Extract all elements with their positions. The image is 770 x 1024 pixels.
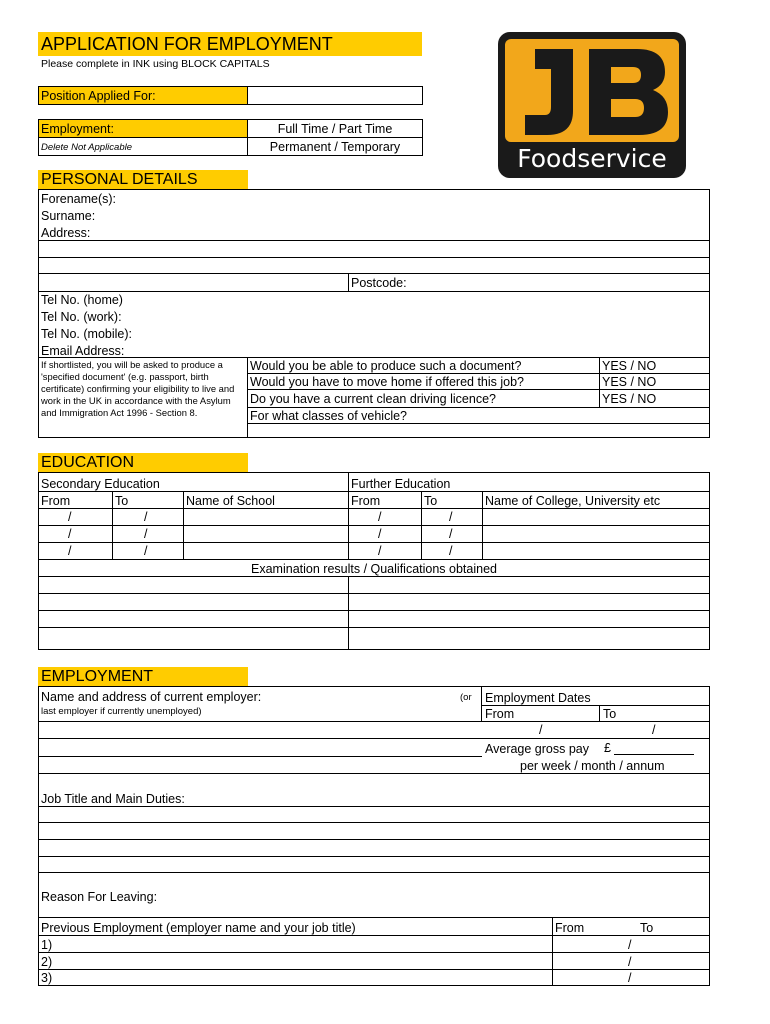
divider <box>38 542 710 543</box>
question-driving-licence: Do you have a current clean driving licence? <box>250 392 496 406</box>
divider <box>481 705 710 706</box>
date-slash[interactable]: / <box>68 527 72 541</box>
yes-no-move-home[interactable]: YES / NO <box>602 375 657 389</box>
date-slash[interactable]: / <box>378 510 382 524</box>
yes-no-document[interactable]: YES / NO <box>602 359 657 373</box>
reason-leaving-label: Reason For Leaving: <box>41 890 158 904</box>
college-name-header: Name of College, University etc <box>485 494 661 508</box>
previous-employment-input[interactable] <box>56 936 550 985</box>
job-duties-input[interactable] <box>40 774 708 872</box>
date-slash[interactable]: / <box>449 510 453 524</box>
shortlist-note <box>41 359 246 419</box>
vehicle-classes-line-2-input[interactable] <box>249 424 708 437</box>
date-slash[interactable]: / <box>449 527 453 541</box>
email-input[interactable] <box>135 343 708 358</box>
email-label: Email Address: <box>41 344 125 358</box>
date-slash[interactable]: / <box>144 527 148 541</box>
divider <box>614 754 694 755</box>
qualifications-label: Examination results / Qualifications obtained <box>251 562 497 576</box>
divider <box>38 872 710 873</box>
previous-employment-label: Previous Employment (employer name and your job title) <box>41 921 356 935</box>
date-slash[interactable]: / <box>378 544 382 558</box>
divider <box>38 137 423 138</box>
employer-address-input[interactable] <box>40 722 480 772</box>
date-slash[interactable]: / <box>449 544 453 558</box>
form-title: APPLICATION FOR EMPLOYMENT <box>38 32 422 56</box>
pay-period-options[interactable]: per week / month / annum <box>520 759 665 773</box>
tel-work-input[interactable] <box>135 309 708 325</box>
logo-jb-mark <box>505 39 679 142</box>
divider <box>247 389 710 390</box>
divider <box>348 472 349 560</box>
secondary-from-header: From <box>41 494 71 508</box>
date-slash[interactable]: / <box>628 971 632 985</box>
last-employer-note: last employer if currently unemployed) <box>41 706 202 717</box>
gross-pay-label: Average gross pay <box>485 742 589 756</box>
reason-leaving-input[interactable] <box>170 889 708 905</box>
postcode-label: Postcode: <box>351 276 407 290</box>
employment-option-permanent[interactable]: Permanent / Temporary <box>269 140 401 154</box>
divider <box>38 559 710 560</box>
yes-no-driving-licence[interactable]: YES / NO <box>602 392 657 406</box>
or-note: (or <box>460 692 472 703</box>
vehicle-classes-input[interactable] <box>420 408 708 422</box>
gross-pay-input[interactable] <box>614 740 694 754</box>
surname-label: Surname: <box>41 209 96 223</box>
employment-dates-label: Employment Dates <box>485 691 591 705</box>
job-title-duties-label: Job Title and Main Duties: <box>41 792 185 806</box>
address-line-2-input[interactable] <box>40 241 708 257</box>
date-slash[interactable]: / <box>628 955 632 969</box>
school-name-header: Name of School <box>186 494 275 508</box>
divider <box>38 917 710 918</box>
postcode-input[interactable] <box>412 274 708 290</box>
employment-heading: EMPLOYMENT <box>38 667 248 687</box>
divider <box>599 705 600 721</box>
forenames-input[interactable] <box>120 190 708 206</box>
divider <box>38 508 710 509</box>
shortlist-note-line: certificate) confirming your eligibility to live and <box>41 383 235 394</box>
question-move-home: Would you have to move home if offered this job? <box>250 375 525 389</box>
divider <box>348 576 349 650</box>
address-input[interactable] <box>96 224 708 240</box>
question-document: Would you be able to produce such a document? <box>250 359 522 373</box>
employment-option-fulltime[interactable]: Full Time / Part Time <box>277 122 393 136</box>
date-slash[interactable]: / <box>378 527 382 541</box>
previous-from-header: From <box>555 921 585 935</box>
secondary-to-header: To <box>115 494 129 508</box>
tel-mobile-label: Tel No. (mobile): <box>41 327 132 341</box>
further-education-label: Further Education <box>351 477 451 491</box>
qualifications-left-input[interactable] <box>40 577 347 649</box>
previous-employment-row-number: 3) <box>41 971 53 985</box>
date-slash[interactable]: / <box>628 938 632 952</box>
previous-employment-row-number: 2) <box>41 955 53 969</box>
position-label: Position Applied For: <box>41 89 156 103</box>
divider <box>247 86 248 105</box>
pound-sign: £ <box>604 741 611 755</box>
delete-note: Delete Not Applicable <box>41 142 133 153</box>
tel-home-label: Tel No. (home) <box>41 293 123 307</box>
date-slash[interactable]: / <box>68 510 72 524</box>
shortlist-note-line: work in the UK in accordance with the Asylum <box>41 395 231 406</box>
date-slash[interactable]: / <box>144 544 148 558</box>
previous-to-header: To <box>640 921 654 935</box>
tel-mobile-input[interactable] <box>145 326 708 342</box>
address-label: Address: <box>41 226 91 240</box>
form-subtitle: Please complete in INK using BLOCK CAPITALS <box>41 58 270 70</box>
divider <box>348 273 349 291</box>
further-to-header: To <box>424 494 438 508</box>
divider <box>599 357 600 407</box>
company-logo <box>498 32 686 178</box>
qualifications-right-input[interactable] <box>350 577 708 649</box>
shortlist-note-line: and Immigration Act 1996 - Section 8. <box>41 407 198 418</box>
secondary-education-label: Secondary Education <box>41 477 160 491</box>
divider <box>38 525 710 526</box>
date-slash[interactable]: / <box>144 510 148 524</box>
date-slash[interactable]: / <box>539 723 543 737</box>
question-vehicle-classes: For what classes of vehicle? <box>250 409 408 423</box>
tel-work-label: Tel No. (work): <box>41 310 122 324</box>
employment-to-label: To <box>603 707 617 721</box>
logo-text: Foodservice <box>517 144 667 173</box>
education-heading: EDUCATION <box>38 453 248 473</box>
date-slash[interactable]: / <box>652 723 656 737</box>
forenames-label: Forename(s): <box>41 192 117 206</box>
tel-home-input[interactable] <box>135 292 708 308</box>
employment-from-label: From <box>485 707 515 721</box>
previous-employment-row-number: 1) <box>41 938 53 952</box>
surname-input[interactable] <box>100 207 708 223</box>
divider <box>247 357 248 438</box>
divider <box>481 686 482 721</box>
personal-details-heading: PERSONAL DETAILS <box>38 170 248 190</box>
employment-label: Employment: <box>41 122 114 136</box>
further-from-header: From <box>351 494 381 508</box>
current-employer-label: Name and address of current employer: <box>41 690 262 704</box>
date-slash[interactable]: / <box>68 544 72 558</box>
address-line-3-input[interactable] <box>40 258 708 273</box>
position-input[interactable] <box>249 87 421 104</box>
shortlist-note-line: If shortlisted, you will be asked to produce a <box>41 359 223 370</box>
divider <box>38 491 710 492</box>
shortlist-note-line: 'specified document' (e.g. passport, birth <box>41 371 209 382</box>
